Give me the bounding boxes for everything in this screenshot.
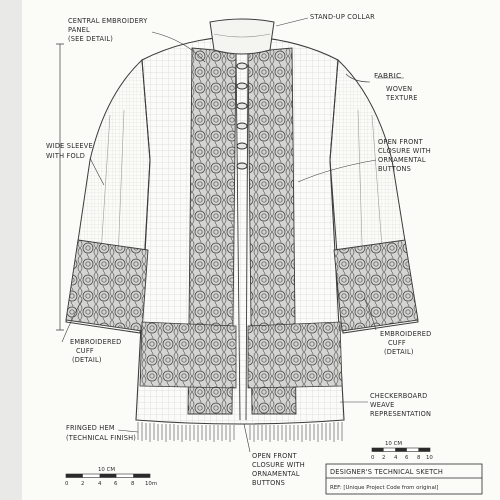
- label-cuff-right-1: EMBROIDERED: [380, 330, 432, 338]
- label-woven-2: TEXTURE: [386, 94, 418, 102]
- label-closure-bottom-1: OPEN FRONT: [252, 452, 297, 460]
- label-closure-right-2: CLOSURE WITH: [378, 147, 431, 155]
- garment-drawing: [66, 19, 418, 442]
- sleeve-dimension-line: [56, 44, 64, 330]
- label-sleeve-2: WITH FOLD: [46, 152, 86, 160]
- scale-bar-left: [65, 467, 157, 487]
- scale-right-title: 10 CM: [385, 441, 402, 447]
- left-cuff-embroidery: [66, 240, 148, 331]
- label-checker-2: WEAVE: [370, 401, 395, 409]
- label-central-panel-1: CENTRAL EMBROIDERY: [68, 17, 148, 25]
- scale-bar-right: [371, 441, 433, 461]
- scale-left-title: 10 CM: [98, 467, 115, 473]
- scale-left-tick-1: 2: [81, 481, 85, 487]
- label-sleeve-1: WIDE SLEEVE: [46, 142, 93, 150]
- label-cuff-left-2: CUFF: [76, 347, 94, 355]
- scale-left-tick-4: 8: [131, 481, 135, 487]
- label-cuff-right-2: CUFF: [388, 339, 406, 347]
- label-cuff-left-1: EMBROIDERED: [70, 338, 122, 346]
- label-cuff-right-3: (DETAIL): [384, 348, 414, 356]
- scale-right-tick-3: 6: [405, 455, 409, 461]
- label-hem-2: (TECHNICAL FINISH): [66, 434, 137, 442]
- scale-right-tick-4: 8: [417, 455, 421, 461]
- scale-right-tick-0: 0: [371, 455, 375, 461]
- label-closure-bottom-3: ORNAMENTAL: [252, 470, 300, 478]
- label-checker-3: REPRESENTATION: [370, 410, 432, 418]
- label-hem-1: FRINGED HEM: [66, 424, 115, 432]
- label-closure-bottom-2: CLOSURE WITH: [252, 461, 305, 469]
- scale-left-tick-5: 10m: [145, 481, 158, 487]
- label-central-panel-3: (SEE DETAIL): [68, 35, 114, 43]
- scale-left-tick-0: 0: [65, 481, 69, 487]
- fringed-hem: [138, 422, 342, 442]
- label-fabric: FABRIC: [374, 71, 402, 80]
- title-block-ref: REF: [Unique Project Code from original]: [330, 485, 439, 491]
- label-central-panel-2: PANEL: [68, 26, 90, 34]
- stand-up-collar: [210, 19, 274, 54]
- scale-right-tick-1: 2: [382, 455, 386, 461]
- label-closure-right-1: OPEN FRONT: [378, 138, 423, 146]
- scale-left-tick-2: 4: [98, 481, 102, 487]
- scale-right-tick-5: 10: [426, 455, 433, 461]
- label-closure-right-4: BUTTONS: [378, 165, 411, 173]
- scale-left-tick-3: 6: [114, 481, 118, 487]
- label-cuff-left-3: (DETAIL): [72, 356, 102, 364]
- label-closure-bottom-4: BUTTONS: [252, 479, 285, 487]
- label-closure-right-3: ORNAMENTAL: [378, 156, 426, 164]
- title-block: [326, 464, 482, 494]
- label-checker-1: CHECKERBOARD: [370, 392, 428, 400]
- right-cuff-embroidery: [334, 240, 418, 331]
- label-woven-1: WOVEN: [386, 85, 413, 93]
- scale-right-tick-2: 4: [394, 455, 398, 461]
- lower-embroidery-band: [140, 322, 236, 388]
- title-block-title: DESIGNER'S TECHNICAL SKETCH: [330, 468, 444, 476]
- label-collar: STAND-UP COLLAR: [310, 13, 375, 21]
